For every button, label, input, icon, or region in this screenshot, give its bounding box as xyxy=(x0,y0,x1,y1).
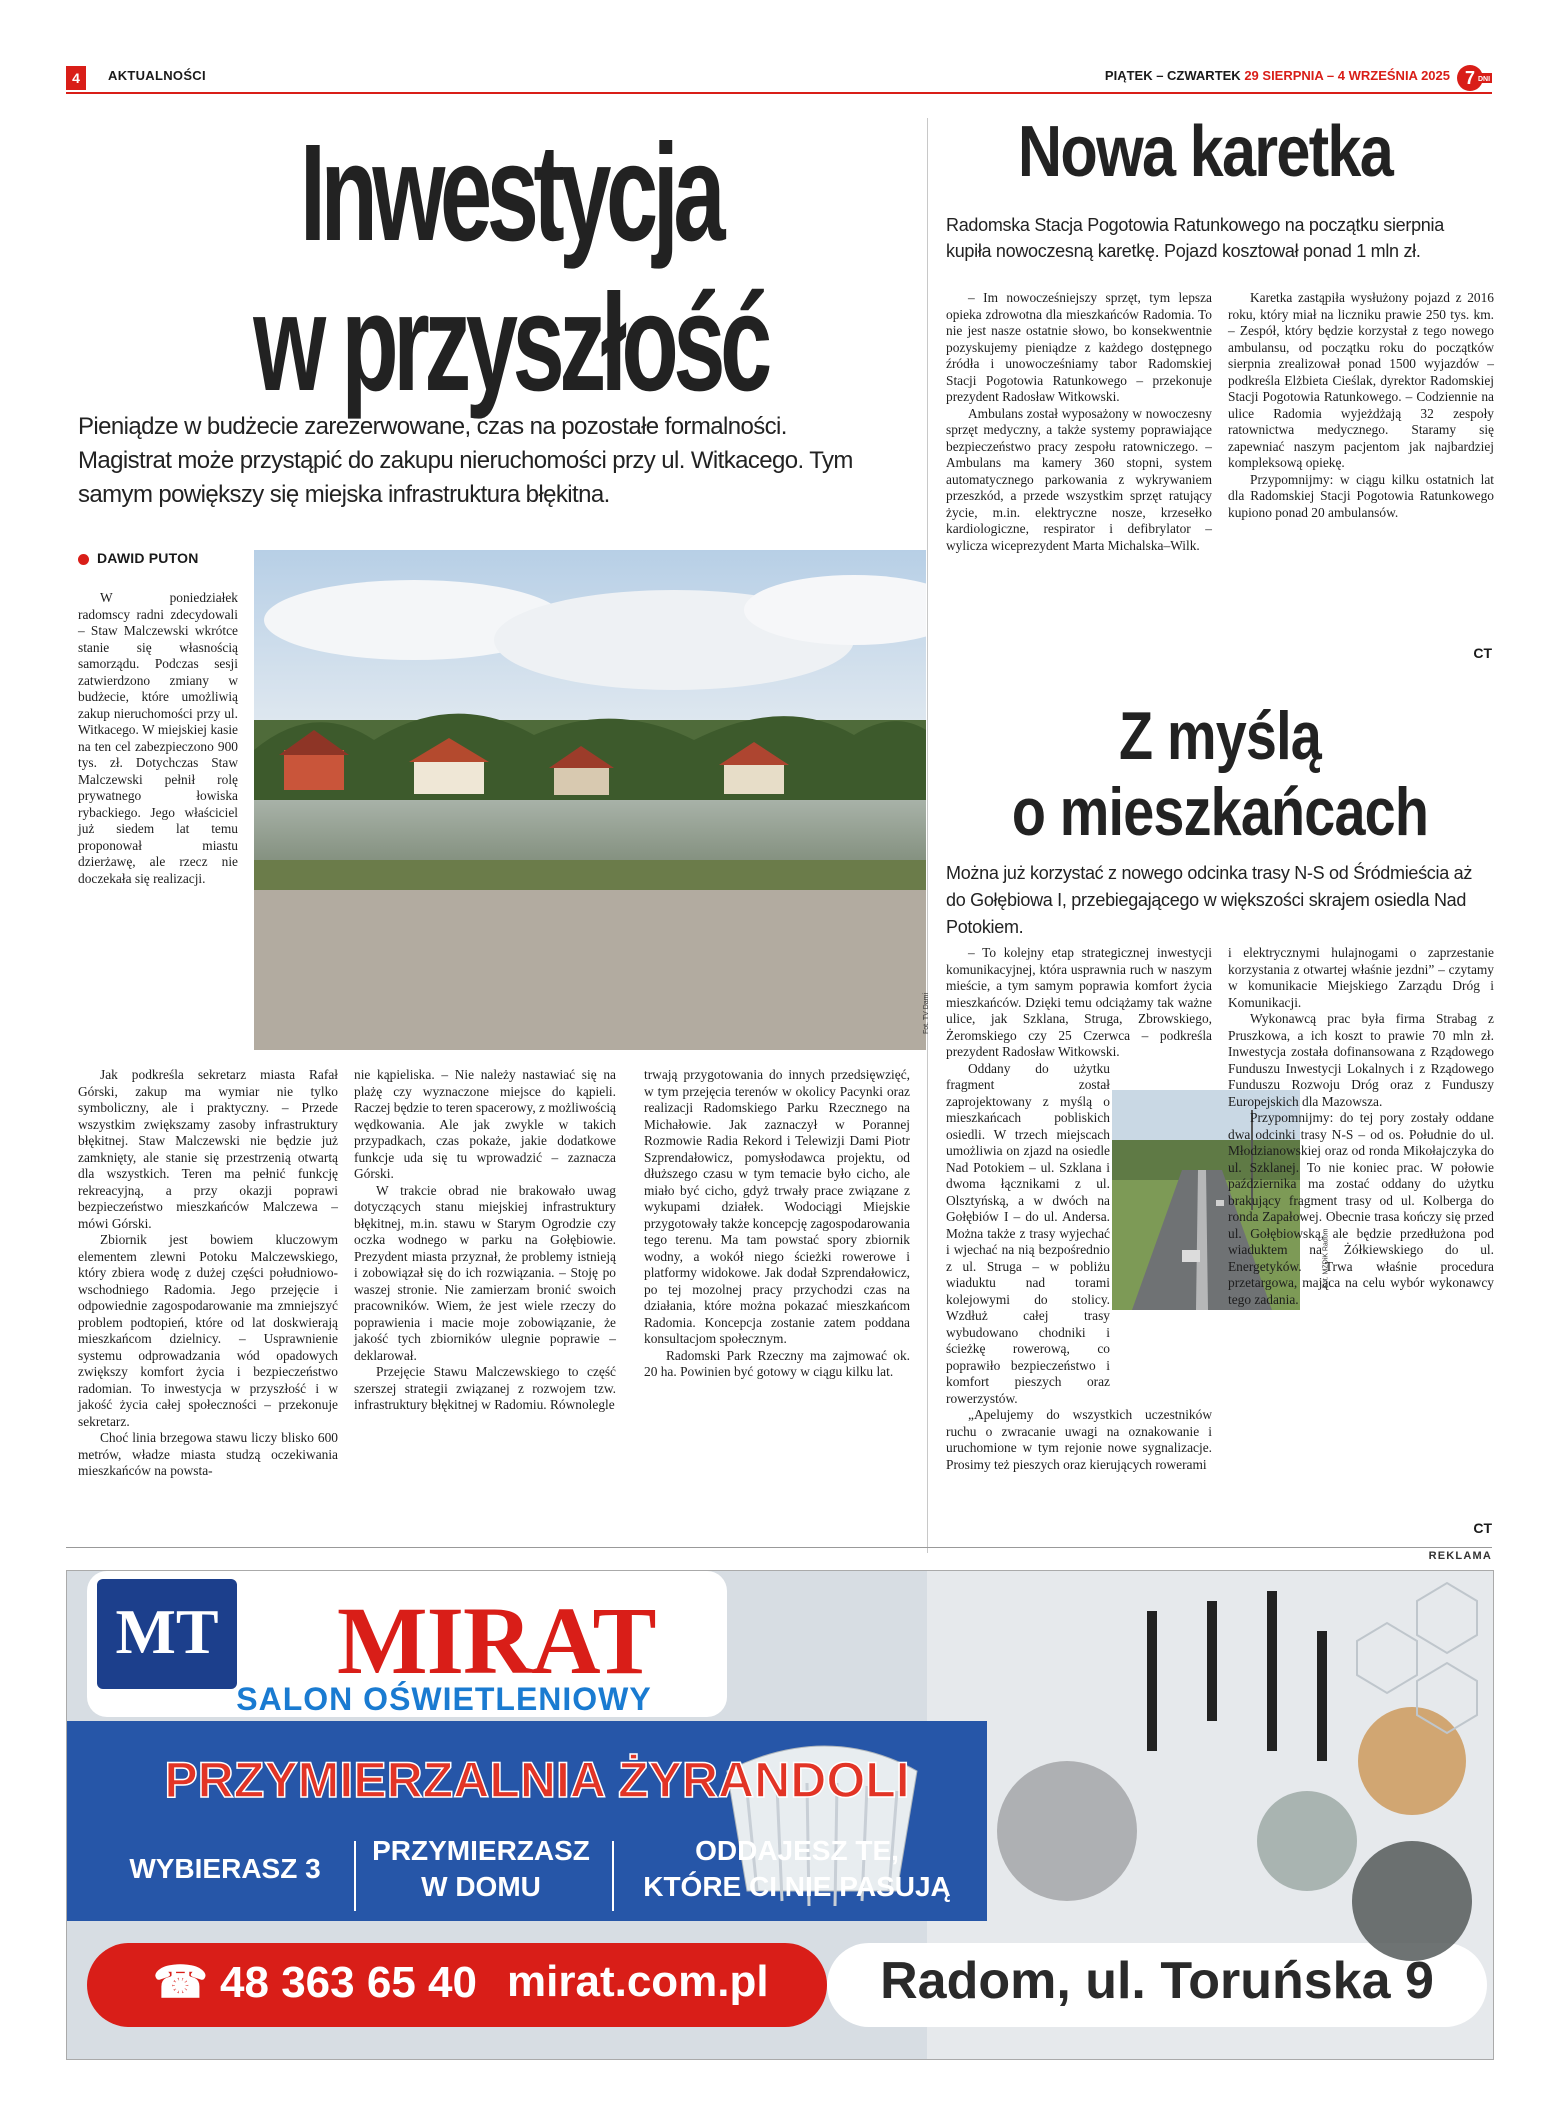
paragraph: Ambulans został wyposażony w nowoczesny sprzęt medyczny, a także systemy poprawiające bezpieczeństwo pracy zespołu ratowniczego. – Ambulans ma kamery 360 stopni, system automatycznego parkowania z wykrywaniem przeszkód, a przede wszystkim sprzęt ratujący życie, m.in. elektryczne nosze, krzesełko kardiologiczne, respirator i defibrylator – wylicza wiceprezydent Marta Michalska–Wilk. xyxy=(946,405,1212,553)
mirat-logo-mark: MT xyxy=(115,1596,219,1667)
byline-dot-icon xyxy=(78,554,89,565)
issue-days: PIĄTEK – CZWARTEK xyxy=(1104,68,1241,83)
column-divider xyxy=(927,118,928,1553)
mirat-advertisement[interactable] xyxy=(66,1570,1494,2060)
paragraph: – To kolejny etap strategicznej inwestycji komunikacyjnej, która usprawnia ruch w naszym mieście, a tym samym poprawia komfort życia mieszkańców. Dzięki temu odciążamy tak ważne ulice, jak Szklana, Struga, Zbrowskiego, Żeromskiego czy 25 Czerwca – podkreśla prezydent Radosław Witkowski. xyxy=(946,945,1212,1059)
karetka-column-2 xyxy=(1228,290,1494,521)
karetka-column-1 xyxy=(946,290,1212,554)
mieszkancy-headline xyxy=(1007,698,1433,850)
main-headline-line2: w przyszłość xyxy=(253,266,767,420)
mieszkancy-headline-line2: o mieszkańcach xyxy=(1011,774,1429,850)
main-headline xyxy=(245,118,775,418)
paragraph: Przejęcie Stawu Malczewskiego to część szerszej strategii związanej z rozwojem tzw. infrastruktury błękitnej w Radomiu. Równolegle xyxy=(354,1364,616,1412)
ad-step-3-line1: ODDAJESZ TE, xyxy=(695,1835,899,1866)
header-rule xyxy=(66,92,1492,94)
ad-step-3-line2: KTÓRE CI NIE PASUJĄ xyxy=(643,1871,951,1902)
issue-date xyxy=(1105,68,1450,83)
paragraph: nie kąpieliska. – Nie należy nastawiać się na plażę czy wyznaczone miejsce do kąpieli. Raczej będzie to teren spacerowy, z możliwością wędkowania. Ale jak zwykle w takich przypadkach, czas pokaże, jakie dodatkowe funkcje uda się tu wprowadzić – zaznacza Górski. xyxy=(354,1067,616,1181)
paragraph: i elektrycznymi hulajnogami o zaprzestanie korzystania z otwartej właśnie jezdni” – czytamy w komunikacie Miejskiego Zarządu Dróg i Komunikacji. xyxy=(1228,945,1494,1010)
ad-headline: PRZYMIERZALNIA ŻYRANDOLI xyxy=(164,1752,910,1808)
ad-brand-name: MIRAT xyxy=(337,1587,656,1694)
author-name: DAWID PUTON xyxy=(97,550,199,566)
paragraph: Oddany do użytku fragment został zaprojektowany z myślą o mieszkańcach pobliskich osiedli. W trzech miejscach umożliwia on zjazd na osiedle Nad Potokiem – ul. Szklana i dwoma łącznikami z ul. Olsztyńską, a w dwóch na Gołębiów I – do ul. Andersa. Można także z trasy wyjechać i wjechać na nią bezpośrednio z ul. Struga – w pobliżu wiaduktu nad torami kolejowymi do stolicy. Wzdłuż całej trasy wybudowano chodniki i ścieżkę rowerową, co poprawiło bezpieczeństwo i komfort pieszych oraz rowerzystów. xyxy=(946,1060,1110,1406)
ad-step-2-line2: W DOMU xyxy=(421,1871,541,1902)
lake-photo xyxy=(254,550,926,1050)
ad-label: REKLAMA xyxy=(1428,1550,1492,1562)
newspaper-logo xyxy=(1456,64,1492,92)
main-article-column-1 xyxy=(78,590,238,887)
svg-text:7: 7 xyxy=(1464,68,1476,88)
ad-step-3 xyxy=(607,1833,987,1905)
paragraph: W poniedziałek radomscy radni zdecydowali – Staw Malczewski wkrótce stanie się własnością samorządu. Podczas sesji zatwierdzono zmiany w budżecie, które umożliwią zakup nieruchomości przy ul. Witkacego. W miejskiej kasie na ten cel zabezpieczono 900 tys. zł. Dotychczas Staw Malczewski pełnił rolę prywatnego łowiska rybackiego. Jego właściciel już siedem lat temu proponował miastu dzierżawę, ale rzecz nie doczekała się realizacji. xyxy=(78,590,238,886)
main-article-column-3 xyxy=(644,1067,910,1381)
paragraph: „Apelujemy do wszystkich uczestników ruchu o zwracanie uwagi na oznakowanie i uruchomione w tym rejonie nowe sygnalizacje. Prosimy też pieszych oraz kierujących rowerami xyxy=(946,1407,1212,1472)
mieszkancy-lead: Można już korzystać z nowego odcinka trasy N-S od Śródmieścia aż do Gołębiowa I, przebiegającego w większości skrajem osiedla Nad Potokiem. xyxy=(946,863,1473,937)
ad-rule xyxy=(66,1547,1492,1548)
main-headline-line1: Inwestycja xyxy=(299,116,721,270)
page-number: 4 xyxy=(66,66,86,90)
karetka-lead: Radomska Stacja Pogotowia Ratunkowego na początku sierpnia kupiła nowoczesną karetkę. Pojazd kosztował ponad 1 mln zł. xyxy=(946,215,1444,261)
section-name: AKTUALNOŚCI xyxy=(108,68,206,83)
photo-credit: Fot. TV Dami xyxy=(923,992,931,1035)
ad-phone[interactable] xyxy=(153,1957,477,2008)
main-article-column-2 xyxy=(354,1067,616,1414)
paragraph: Przypomnijmy: w ciągu kilku ostatnich lat dla Radomskiej Stacji Pogotowia Ratunkowego kupiono ponad 20 ambulansów. xyxy=(1228,471,1494,520)
mieszkancy-column-2 xyxy=(1228,945,1494,1308)
ad-step-2 xyxy=(351,1833,611,1905)
paragraph: Jak podkreśla sekretarz miasta Rafał Górski, zakup ma wymiar nie tylko symboliczny, ale i praktyczny. – Przede wszystkim zwiększamy zasoby infrastruktury błękitnej. Staw Malczewski nie będzie już zamknięty, ale stanie się przestrzenią otwartą dla wszystkich. Teren ma pełnić funkcję rekreacyjną, a przy okazji poprawi bezpieczeństwo mieszkańców Malczewa – mówi Górski. xyxy=(78,1067,338,1231)
paragraph: Przypomnijmy: do tej pory zostały oddane dwa odcinki trasy N-S – od os. Południe do ul. Młodzianowskiej oraz od ronda Mikołajczyka do ul. Szklanej. To nie koniec prac. W połowie października ma zostać oddany do użytku brakujący fragment trasy od ul. Kolberga do ronda Zapałowej. Obecnie trasa kończy się przed ul. Gołębiowską, ale będzie przedłużona pod wiaduktem na Żółkiewskiego do ul. Energetyków. Trwa właśnie procedura przetargowa, mająca na celu wybór wykonawcy tego zadania. xyxy=(1228,1110,1494,1307)
phone-icon: ☎ xyxy=(153,1958,208,2007)
paragraph: trwają przygotowania do innych przedsięwzięć, w tym przejęcia terenów w okolicy Pacynki oraz realizacji Radomskiego Parku Rzecznego na Michałowie. Jak zaznaczył w Porannej Rozmowie Radia Rekord i Telewizji Dami Piotr Szprendałowicz, pomysłodawca projektu, od dłuższego czasu w tym temacie było cicho, ale miało być cicho, gdyż trwały prace związane z wykupami działek. Wodociągi Miejskie przygotowały także koncepcję zagospodarowania tego terenu. Ma tam powstać spory zbiornik wodny, a wokół niego ścieżki rowerowe i platformy widokowe. Jak dodał Szprendałowicz, po tej mozolnej pracy przychodzi czas na działania, które można pokazać mieszkańcom Radomia. Koncepcja zostanie zatem poddana konsultacjom społecznym. xyxy=(644,1067,910,1346)
mieszkancy-signature: CT xyxy=(1473,1520,1492,1536)
karetka-signature: CT xyxy=(1473,645,1492,661)
road-photo-credit: Fot. MZDiK Radom xyxy=(1322,1228,1330,1289)
paragraph: Choć linia brzegowa stawu liczy blisko 600 metrów, władze miasta studzą oczekiwania mieszkańców na powsta- xyxy=(78,1430,338,1478)
ad-address: Radom, ul. Toruńska 9 xyxy=(880,1952,1434,2010)
ad-brand-subtitle: SALON OŚWIETLENIOWY xyxy=(236,1681,652,1717)
mieszkancy-headline-line1: Z myślą xyxy=(1119,698,1321,774)
main-article-column-1-continued xyxy=(78,1067,338,1480)
main-lead: Pieniądze w budżecie zarezerwowane, czas na pozostałe formalności. Magistrat może przystąpić do zakupu nieruchomości przy ul. Witkacego. Tym samym powiększy się miejska infrastruktura błękitna. xyxy=(78,413,853,508)
paragraph: W trakcie obrad nie brakowało uwag dotyczących stanu miejskiej infrastruktury błękitnej, m.in. stawu w Starym Ogrodzie czy oczka wodnego w parku na Gołębiowie. Prezydent miasta przyznał, że problemy istnieją i zobowiązał się do ich rozwiązania. – Stoję po waszej stronie. Nie zamierzam bronić swoich pracowników. Wiem, że jest wiele rzeczy do poprawienia i macie moje zobowiązanie, że jakość tych zbiorników ulegnie poprawie – deklarował. xyxy=(354,1182,616,1363)
paragraph: Wykonawcą prac była firma Strabag z Pruszkowa, a ich koszt to prawie 70 mln zł. Inwestycja została dofinansowana z Rządowego Funduszu Inwestycji Lokalnych i z Rządowego Funduszu Rozwoju Dróg oraz z Funduszy Europejskich dla Mazowsza. xyxy=(1228,1011,1494,1109)
svg-text:DNI: DNI xyxy=(1477,76,1491,83)
issue-date-range: 29 SIERPNIA – 4 WRZEŚNIA 2025 xyxy=(1244,68,1450,83)
ad-phone-number: 48 363 65 40 xyxy=(220,1958,477,2007)
karetka-headline: Nowa karetka xyxy=(1017,112,1393,192)
paragraph: Karetka zastąpiła wysłużony pojazd z 2016 roku, który miał na liczniku prawie 250 tys. km. – Zespół, który będzie korzystał z tego nowego ambulansu, od początku roku do początków sierpnia zrealizował ponad 1500 wyjazdów – podkreśla Elżbieta Cieślak, dyrektor Radomskiej Stacji Pogotowia Ratunkowego. – Codziennie na ulice Radomia wyjeżdżają 32 zespoły ratownictwa medycznego. Staramy się zapewniać naszym pacjentom jak najbardziej kompleksową opiekę. xyxy=(1228,290,1494,470)
ad-website-link[interactable]: mirat.com.pl xyxy=(507,1957,769,2006)
author-byline xyxy=(78,550,199,566)
paragraph: Zbiornik jest bowiem kluczowym elementem zlewni Potoku Malczewskiego, który zbiera wodę z dużej części południowo-wschodniego Radomia. Jego przejęcie i odpowiednie zagospodarowanie ma zmniejszyć problem podtopień, które od lat doskwierają mieszkańcom dzielnicy. – Usprawnienie systemu odprowadzania wód opadowych zwiększy komfort życia i bezpieczeństwo radomian. To inwestycja w przyszłość i w jakość życia całej społeczności – przekonuje sekretarz. xyxy=(78,1232,338,1429)
paragraph: – Im nowocześniejszy sprzęt, tym lepsza opieka zdrowotna dla mieszkańców Radomia. To nie jest nasze ostatnie słowo, bo konsekwentnie pozyskujemy pieniądze z każdego dostępnego źródła i unowocześniamy tabor Radomskiej Stacji Pogotowia Ratunkowego – przekonuje prezydent Radosław Witkowski. xyxy=(946,290,1212,404)
ad-step-1: WYBIERASZ 3 xyxy=(129,1853,321,1884)
ad-step-2-line1: PRZYMIERZASZ xyxy=(372,1835,590,1866)
paragraph: Radomski Park Rzeczny ma zajmować ok. 20 ha. Powinien być gotowy w ciągu kilku lat. xyxy=(644,1347,910,1379)
